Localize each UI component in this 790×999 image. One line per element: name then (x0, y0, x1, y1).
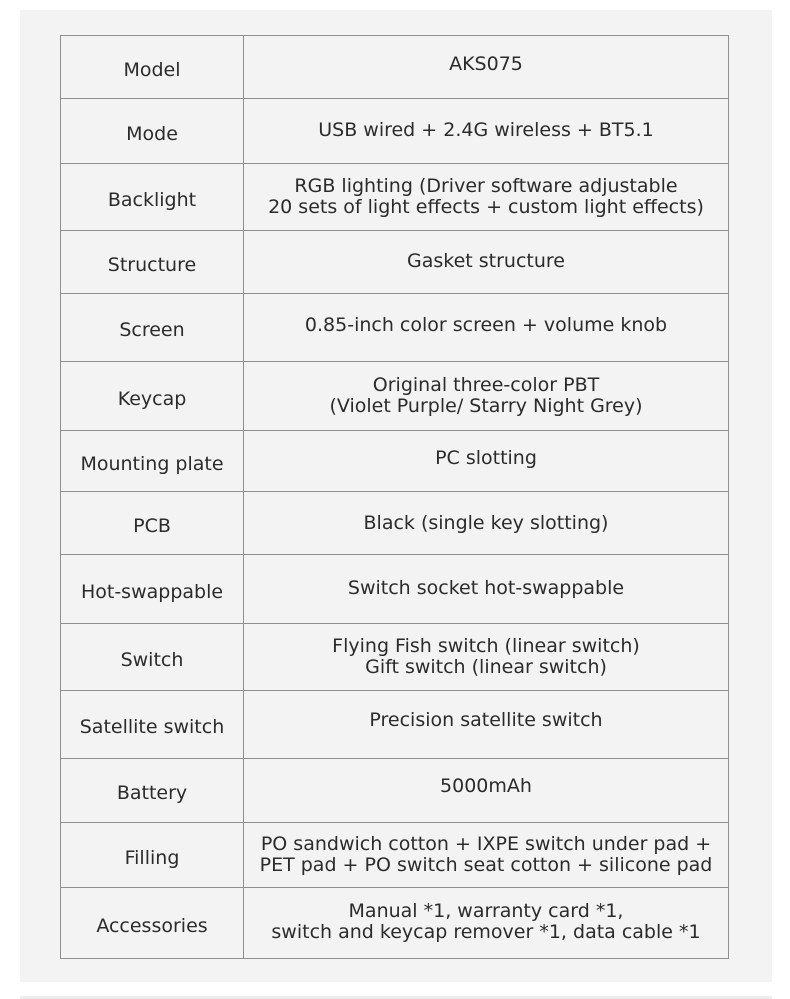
spec-value (244, 431, 729, 492)
spec-value (244, 362, 729, 431)
spec-label: Keycap (61, 362, 244, 431)
spec-value (244, 294, 729, 362)
spec-value (244, 164, 729, 231)
spec-row-keycap (61, 362, 729, 431)
spec-value (244, 624, 729, 691)
spec-value-line: Switch socket hot-swappable (347, 577, 625, 599)
spec-value (244, 492, 729, 555)
spec-value-line: 20 sets of light effects + custom light effects) (268, 196, 704, 218)
spec-label: Backlight (61, 164, 244, 231)
spec-row-battery (61, 759, 729, 823)
spec-row-backlight (61, 164, 729, 231)
spec-value-line: Original three-color PBT (372, 374, 600, 396)
spec-label: Satellite switch (61, 691, 244, 759)
spec-value-line: USB wired + 2.4G wireless + BT5.1 (318, 119, 654, 141)
spec-label: Mode (61, 99, 244, 164)
spec-row-model (61, 36, 729, 99)
spec-value-line: Gift switch (linear switch) (365, 656, 607, 678)
spec-label: Battery (61, 759, 244, 823)
spec-value-line: (Violet Purple/ Starry Night Grey) (329, 395, 643, 417)
spec-value-line: Gasket structure (407, 250, 565, 272)
spec-value (244, 888, 729, 959)
spec-label: Hot-swappable (61, 555, 244, 624)
spec-row-accessories (61, 888, 729, 959)
spec-value (244, 759, 729, 823)
spec-row-mounting-plate (61, 431, 729, 492)
spec-value-line: Precision satellite switch (369, 709, 603, 731)
spec-value-line: 0.85-inch color screen + volume knob (304, 314, 668, 336)
spec-value (244, 691, 729, 759)
spec-value-line: PC slotting (435, 447, 537, 469)
spec-value (244, 231, 729, 294)
spec-label: Mounting plate (61, 431, 244, 492)
spec-row-screen (61, 294, 729, 362)
spec-value-line: Flying Fish switch (linear switch) (332, 635, 640, 657)
spec-table (60, 35, 729, 959)
spec-value (244, 36, 729, 99)
spec-row-pcb (61, 492, 729, 555)
spec-row-structure (61, 231, 729, 294)
spec-row-mode (61, 99, 729, 164)
spec-label: Accessories (61, 888, 244, 959)
spec-label: Model (61, 36, 244, 99)
spec-label: Switch (61, 624, 244, 691)
spec-row-switch (61, 624, 729, 691)
spec-value-line: AKS075 (449, 53, 523, 75)
spec-value (244, 99, 729, 164)
spec-row-hot-swappable (61, 555, 729, 624)
spec-value-line: RGB lighting (Driver software adjustable (294, 175, 678, 197)
spec-value-line: PO sandwich cotton + IXPE switch under pad + (260, 833, 712, 855)
spec-label: PCB (61, 492, 244, 555)
spec-value (244, 555, 729, 624)
spec-row-satellite-switch (61, 691, 729, 759)
spec-row-filling (61, 823, 729, 888)
spec-value-line: switch and keycap remover *1, data cable *1 (271, 921, 701, 943)
spec-value-line: Manual *1, warranty card *1, (348, 900, 624, 922)
spec-value-line: PET pad + PO switch seat cotton + silicone pad (259, 854, 713, 876)
spec-value-line: Black (single key slotting) (363, 512, 609, 534)
spec-label: Structure (61, 231, 244, 294)
spec-label: Screen (61, 294, 244, 362)
spec-value-line: 5000mAh (440, 775, 532, 797)
spec-value (244, 823, 729, 888)
spec-label: Filling (61, 823, 244, 888)
